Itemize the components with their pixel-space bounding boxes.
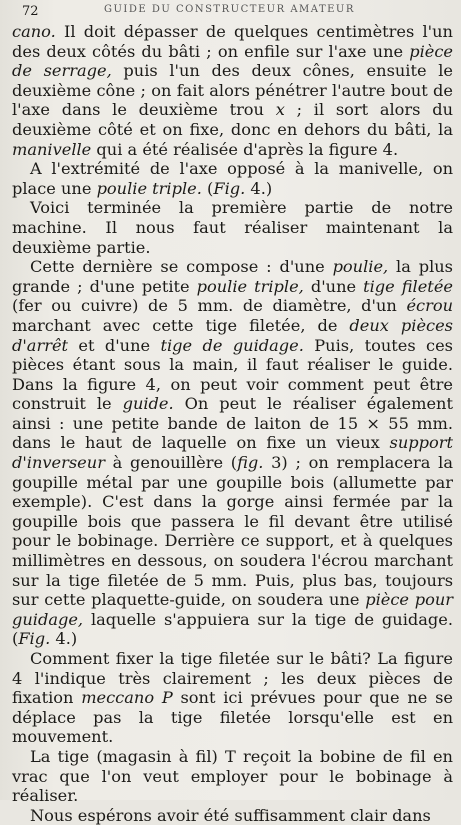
italic-term: pièce pour guidage, [12, 590, 453, 629]
text-run: 3) ; on remplacera la goupille métal par une goupille bois (allumette par exemple). C'est dans la gorge ainsi fermée par la goupille bois que passera le fil devant être utilisé pour le bobinage. Derrière ce support, et à quelques millimètres en dessous, on soudera l'écrou marchant sur la tige filetée de 5 mm. Puis, plus bas, toujours sur cette plaquette-guide, on soudera une [12, 453, 454, 610]
text-run: Cette dernière se compose : d'une [30, 257, 333, 277]
text-run: (fer ou cuivre) de 5 mm. de diamètre, d'un [12, 296, 407, 316]
italic-term: poulie, [332, 257, 389, 277]
italic-term: pièce de serrage, [12, 41, 453, 81]
text-run: et d'une [68, 335, 161, 355]
italic-term: meccano P [81, 688, 173, 708]
italic-term: tige de guidage. [160, 335, 304, 355]
italic-term: tige filetée [363, 276, 453, 296]
text-run: sont ici prévues pour que ne se déplace pas la tige filetée lorsqu'elle est en mouvement. [12, 688, 454, 747]
text-run: 4.) [50, 629, 78, 649]
italic-term: écrou [406, 296, 453, 316]
text-run: laquelle s'appuiera sur la tige de guidage. ( [12, 609, 453, 649]
paragraph-p6 [12, 747, 453, 806]
paragraph-p4 [12, 257, 453, 649]
body-text [12, 22, 453, 825]
italic-term: poulie triple. [96, 178, 202, 198]
paragraph-p1 [12, 22, 453, 159]
text-run: marchant avec cette tige filetée, de [12, 315, 350, 335]
text-run: à genouillère ( [104, 453, 238, 473]
text-run: 4.) [245, 178, 273, 198]
running-head [12, 4, 453, 20]
text-run: qui a été réalisée d'après la figure 4. [91, 139, 399, 159]
text-run: ; il sort alors du deuxième côté et on fixe, donc en dehors du bâti, la [12, 100, 453, 139]
italic-term: deux pièces d'arrêt [12, 315, 453, 355]
page-number: 72 [22, 4, 39, 19]
text-run: La tige (magasin à fil) T reçoit la bobine de fil en vrac que l'on veut employer pour le bobinage à réaliser. [12, 746, 453, 806]
text-run: On peut le réaliser également ainsi : une petite bande de laiton de 15 × 55 mm. dans le haut de laquelle on fixe un vieux [12, 394, 453, 453]
italic-term: poulie triple, [196, 276, 304, 296]
italic-term: fig. [237, 453, 264, 473]
text-run: Comment fixer la tige filetée sur le bâti? La figure 4 l'indique très clairement ; les deux pièces de fixation [12, 649, 453, 708]
text-run: Puis, toutes ces pièces étant sous la main, il faut réaliser le guide. Dans la figure 4, on peut voir comment peut être construit le [12, 335, 453, 414]
text-run: d'une [303, 276, 364, 296]
paragraph-p5 [12, 649, 453, 747]
text-run: ( [201, 178, 214, 198]
paragraph-p7 [12, 806, 453, 825]
paragraph-p3 [12, 198, 453, 257]
text-run: Nous espérons avoir été suffisamment clair dans [30, 805, 431, 825]
italic-term: manivelle [12, 139, 92, 159]
text-run: Voici terminée la première partie de notre machine. Il nous faut réaliser maintenant la deuxième partie. [12, 198, 453, 257]
text-run: A l'extrémité de l'axe opposé à la manivelle, on place une [12, 159, 453, 198]
text-run: puis l'un des deux cônes, ensuite le deuxième cône ; on fait alors pénétrer l'autre bout de l'axe dans le deuxième trou [12, 61, 453, 120]
paragraph-p2 [12, 159, 453, 198]
text-run: Il doit dépasser de quelques centimètres l'un des deux côtés du bâti ; on enfile sur l'axe une [12, 22, 453, 61]
running-title: GUIDE DU CONSTRUCTEUR AMATEUR [104, 4, 355, 15]
italic-term: guide. [122, 394, 174, 414]
italic-term: cano. [12, 22, 56, 41]
text-run: la plus grande ; d'une petite [12, 257, 453, 296]
italic-term: Fig. [213, 178, 246, 198]
italic-term: Fig. [18, 629, 51, 649]
italic-term: x [275, 100, 285, 120]
italic-term: support d'inverseur [12, 433, 453, 473]
